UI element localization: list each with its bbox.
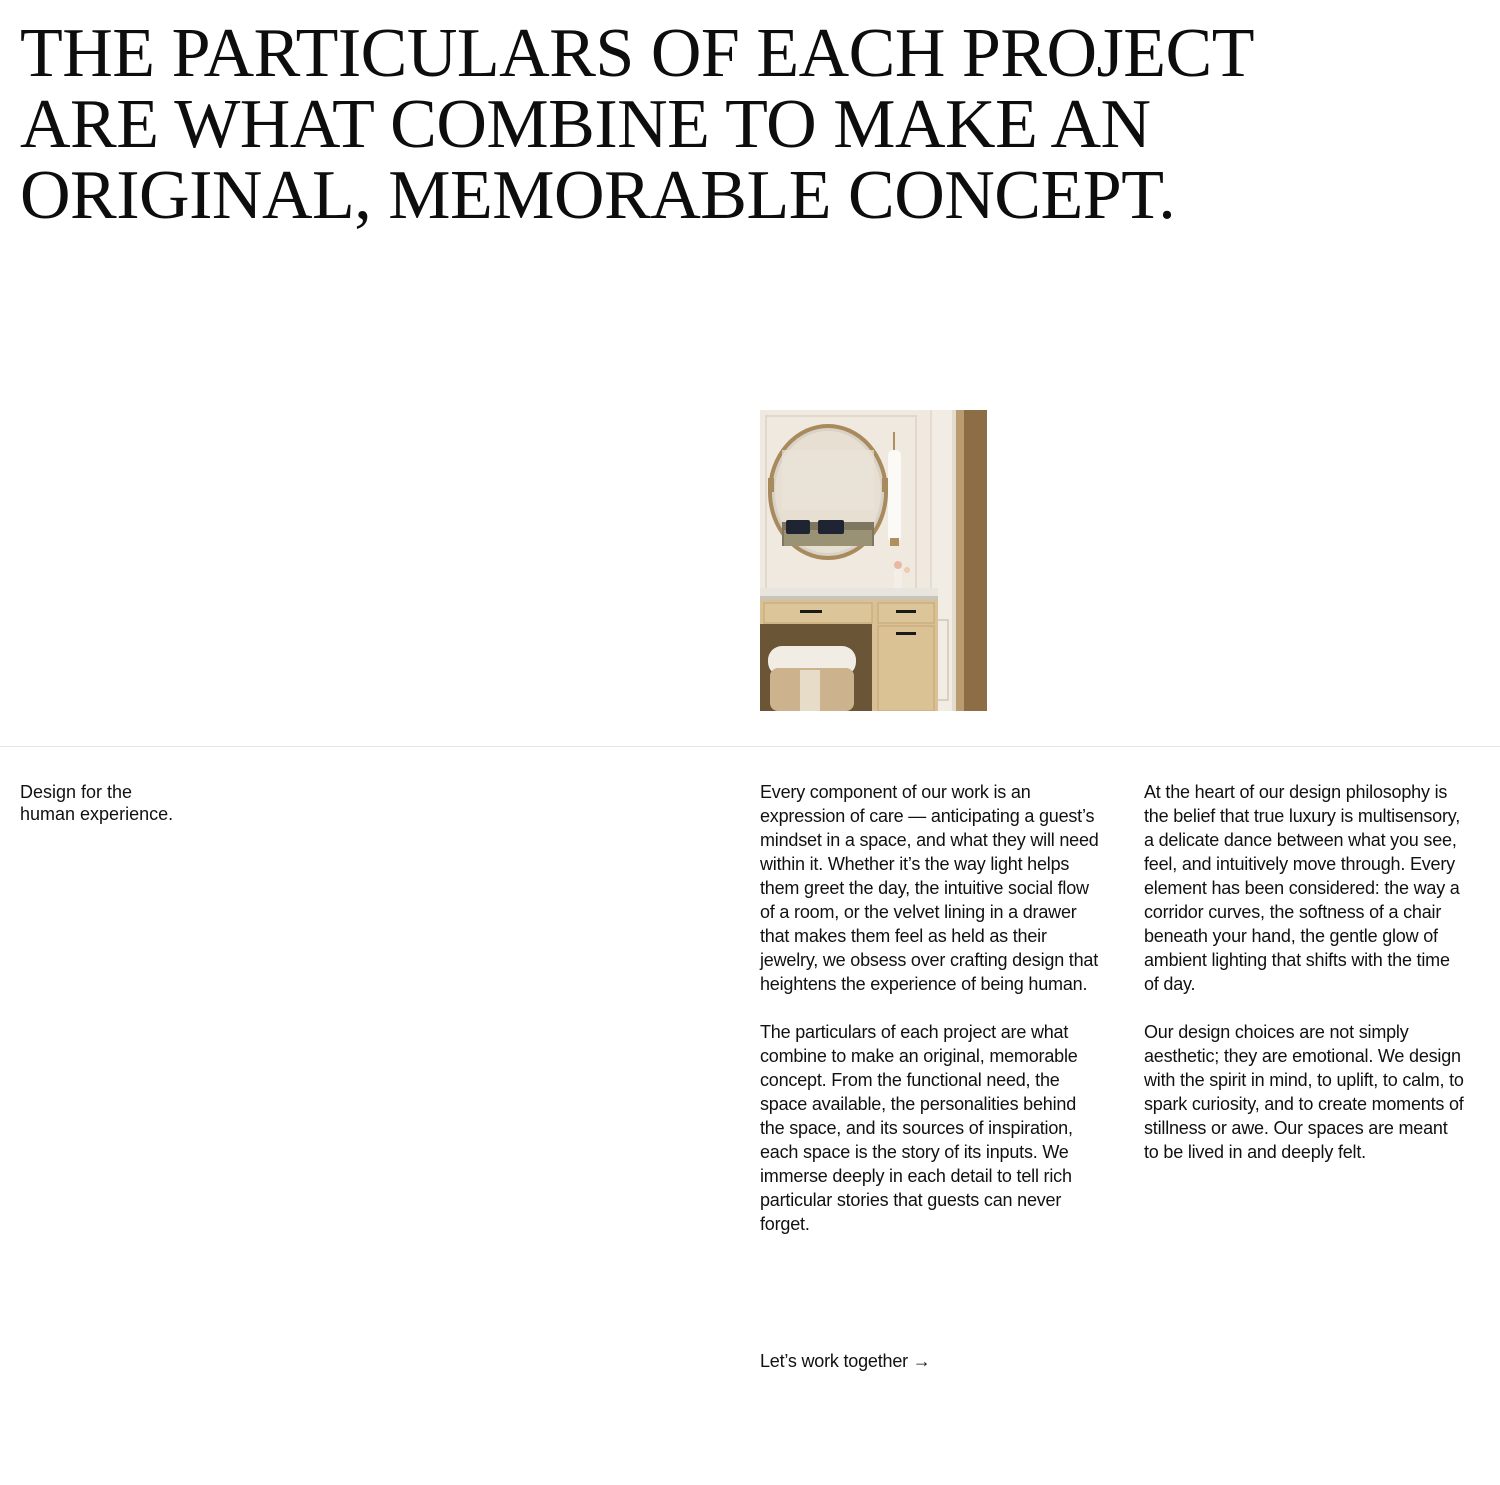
- section-tagline: [20, 781, 240, 825]
- body-paragraph: At the heart of our design philosophy is the belief that true luxury is multisensory, a delicate dance between what you see, feel, and intuitively move through. Every element has been considered: the way a corridor curves, the softness of a chair beneath your hand, the gentle glow of ambient lighting that shifts with the time of day.: [1144, 782, 1461, 994]
- body-column-left: [760, 780, 1100, 1260]
- vanity-mirror-photo: [760, 410, 987, 711]
- body-column-right: [1144, 780, 1464, 1188]
- vanity-photo-illustration: [760, 410, 987, 711]
- headline-line: ORIGINAL, MEMORABLE CONCEPT.: [20, 157, 1176, 234]
- headline-line: THE PARTICULARS OF EACH PROJECT: [20, 15, 1255, 92]
- work-together-link[interactable]: Let’s work together →: [760, 1351, 931, 1371]
- section-divider: [0, 746, 1500, 747]
- body-paragraph: Every component of our work is an expression of care — anticipating a guest’s mindset in a space, and what they will need within it. Whether it’s the way light helps them greet the day, the intuitive social flow of a room, or the velvet lining in a drawer that makes them feel as held as their jewelry, we obsess over crafting design that heightens the experience of being human.: [760, 782, 1099, 994]
- tagline-line: human experience.: [20, 804, 174, 824]
- body-paragraph: Our design choices are not simply aesthetic; they are emotional. We design with the spirit in mind, to uplift, to calm, to spark curiosity, and to create moments of stillness or awe. Our spaces are meant to be lived in and deeply felt.: [1144, 1022, 1464, 1162]
- headline-line: ARE WHAT COMBINE TO MAKE AN: [20, 86, 1151, 163]
- body-paragraph: The particulars of each project are what combine to make an original, memorable concept. From the functional need, the space available, the personalities behind the space, and its sources of inspiration, each space is the story of its inputs. We immerse deeply in each detail to tell rich particular stories that guests can never forget.: [760, 1022, 1078, 1234]
- page-headline: [20, 15, 1320, 234]
- tagline-line: Design for the: [20, 782, 133, 802]
